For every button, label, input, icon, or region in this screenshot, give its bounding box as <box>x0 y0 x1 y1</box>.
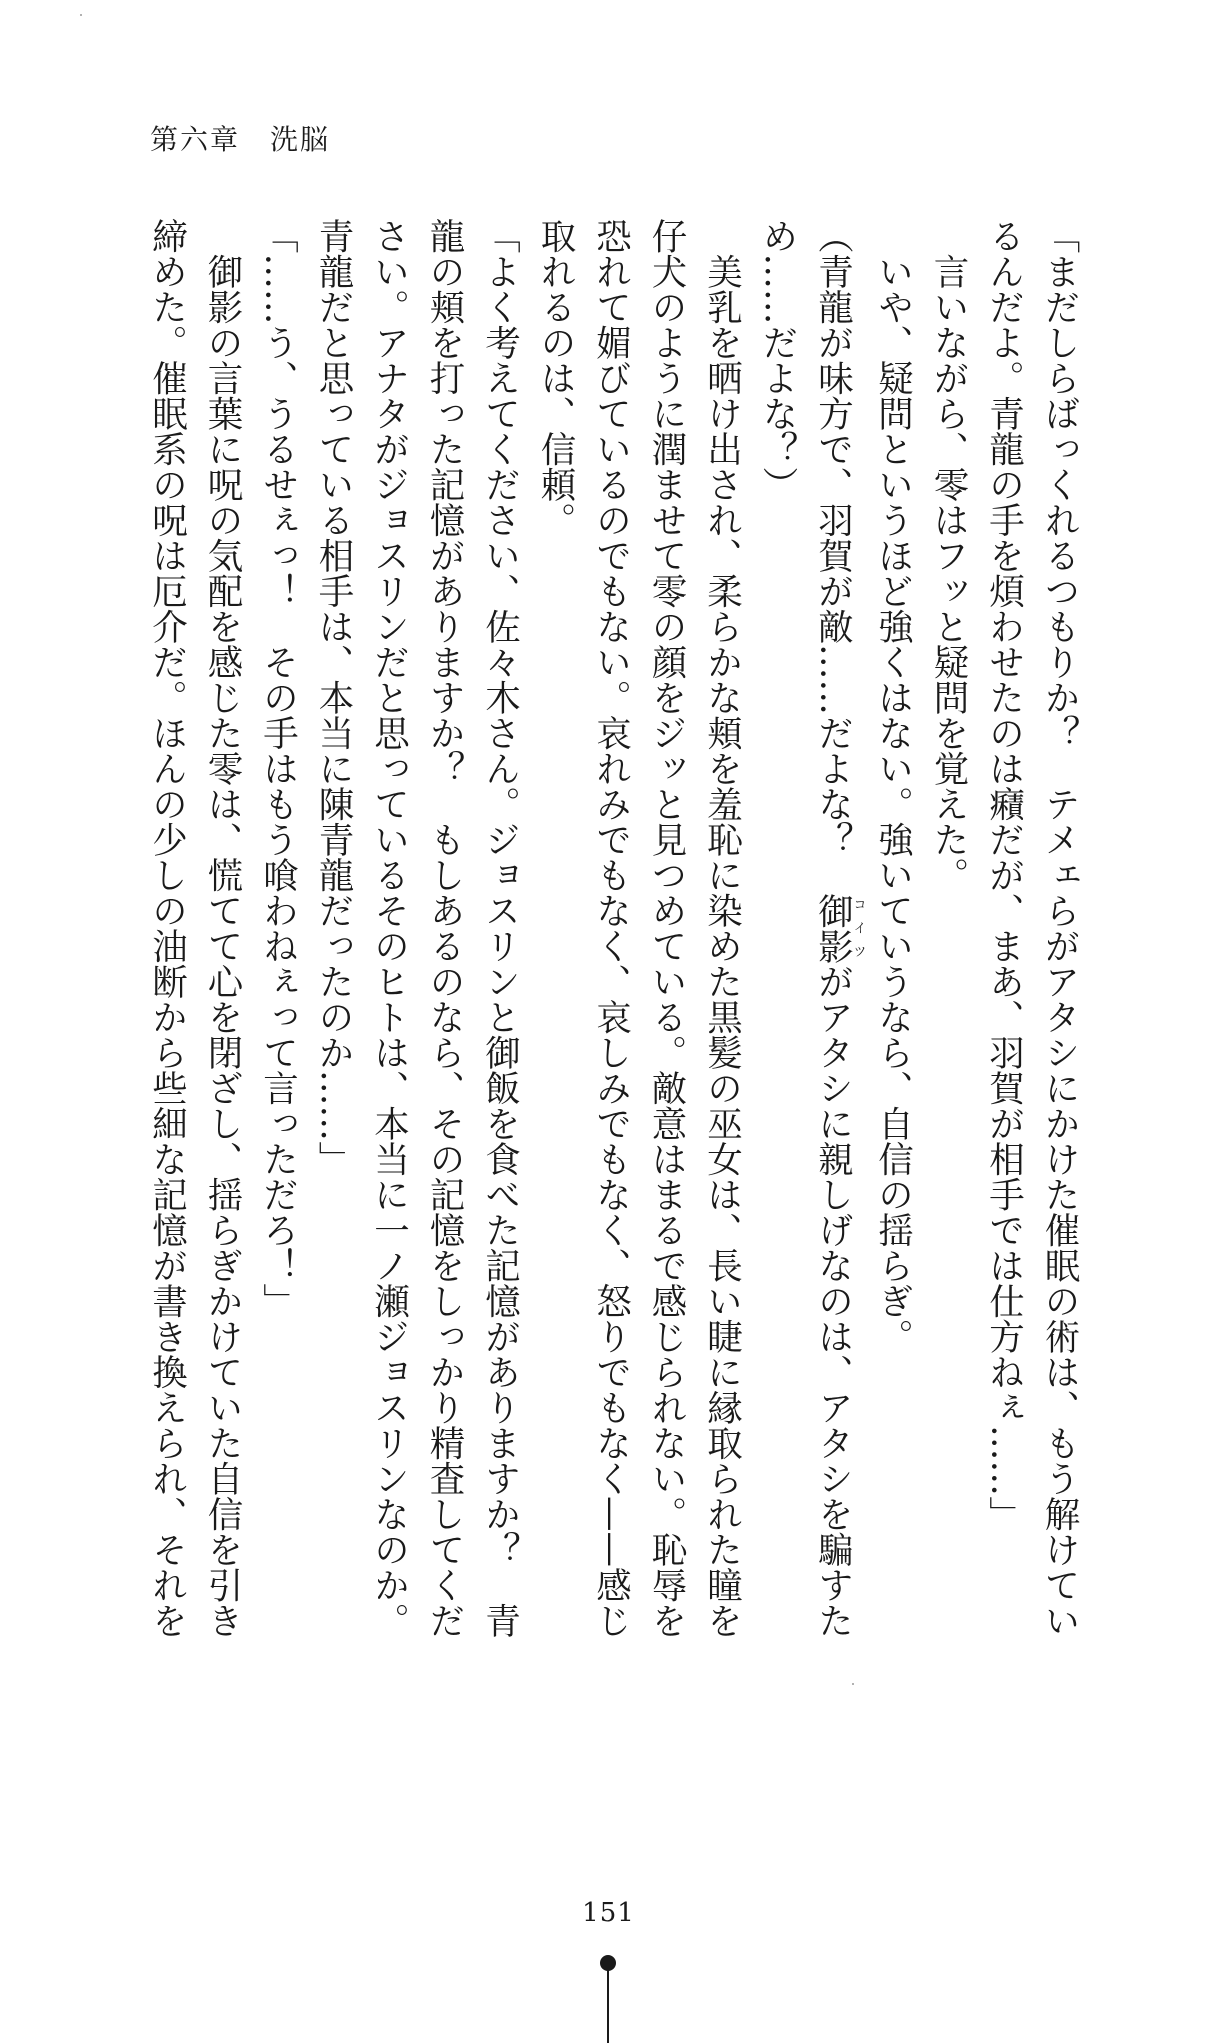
text-column: 御影の言葉に呪の気配を感じた零は、慌てて心を閉ざし、揺らぎかけていた自信を引き <box>202 218 243 1638</box>
text-column: 「まだしらばっくれるつもりか？ テメェらがアタシにかけた催眠の術は、もう解けてい <box>1039 218 1080 1638</box>
folio-line <box>607 1969 609 2043</box>
ruby-annotation <box>812 892 866 964</box>
text-column: さい。アナタがジョスリンだと思っているそのヒトは、本当に一ノ瀬ジョスリンなのか。 <box>368 218 410 1638</box>
ruby-column-before: （青龍が味方で、羽賀が敵……だよな？ <box>812 218 854 893</box>
text-column-with-ruby <box>805 218 865 1658</box>
text-column: 「よく考えてください、佐々木さん。ジョスリンと御飯を食べた記憶がありますか？ 青 <box>479 218 521 1638</box>
folio-marker <box>600 1955 616 2043</box>
text-column: るんだよ。青龍の手を煩わせたのは癪だが、まあ、羽賀が相手では仕方ねぇ……」 <box>983 218 1025 1532</box>
text-column: 取れるのは、信頼。 <box>535 218 576 538</box>
running-head: 第六章 洗脳 <box>150 123 331 156</box>
text-column: め……だよな？） <box>757 218 798 502</box>
text-column: 恐れて媚びているのでもない。哀れみでもなく、哀しみでもなく、怒りでもなく——感じ <box>590 218 632 1638</box>
text-column: 言いながら、零はフッと疑問を覚えた。 <box>928 218 969 893</box>
ruby-base: 御影 <box>812 892 854 964</box>
text-column: 青龍だと思っている相手は、本当に陳青龍だったのか……」 <box>313 218 354 1177</box>
ruby-reading: コイツ <box>850 892 866 964</box>
text-column: いや、疑問というほど強くはない。強いていうなら、自信の揺らぎ。 <box>872 218 914 1354</box>
scan-speck <box>80 14 82 16</box>
text-column: 「……う、うるせぇっ！ その手はもう喰わねぇって言っただろ！」 <box>257 218 299 1319</box>
text-column: 仔犬のように潤ませて零の顔をジッと見つめている。敵意はまるで感じられない。恥辱を <box>646 218 687 1638</box>
text-column: 龍の頬を打った記憶がありますか？ もしあるのなら、その記憶をしっかり精査してくだ <box>424 218 465 1638</box>
ruby-column-after: がアタシに親しげなのは、アタシを騙すた <box>812 963 854 1638</box>
page-number: 151 <box>582 1898 635 1928</box>
text-column: 美乳を晒け出され、柔らかな頬を羞恥に染めた黒髪の巫女は、長い睫に縁取られた瞳を <box>701 218 743 1638</box>
scan-speck <box>852 1683 854 1685</box>
body-text <box>139 218 1087 1658</box>
text-column: 締めた。催眠系の呪は厄介だ。ほんの少しの油断から些細な記憶が書き換えられ、それを <box>146 218 188 1638</box>
